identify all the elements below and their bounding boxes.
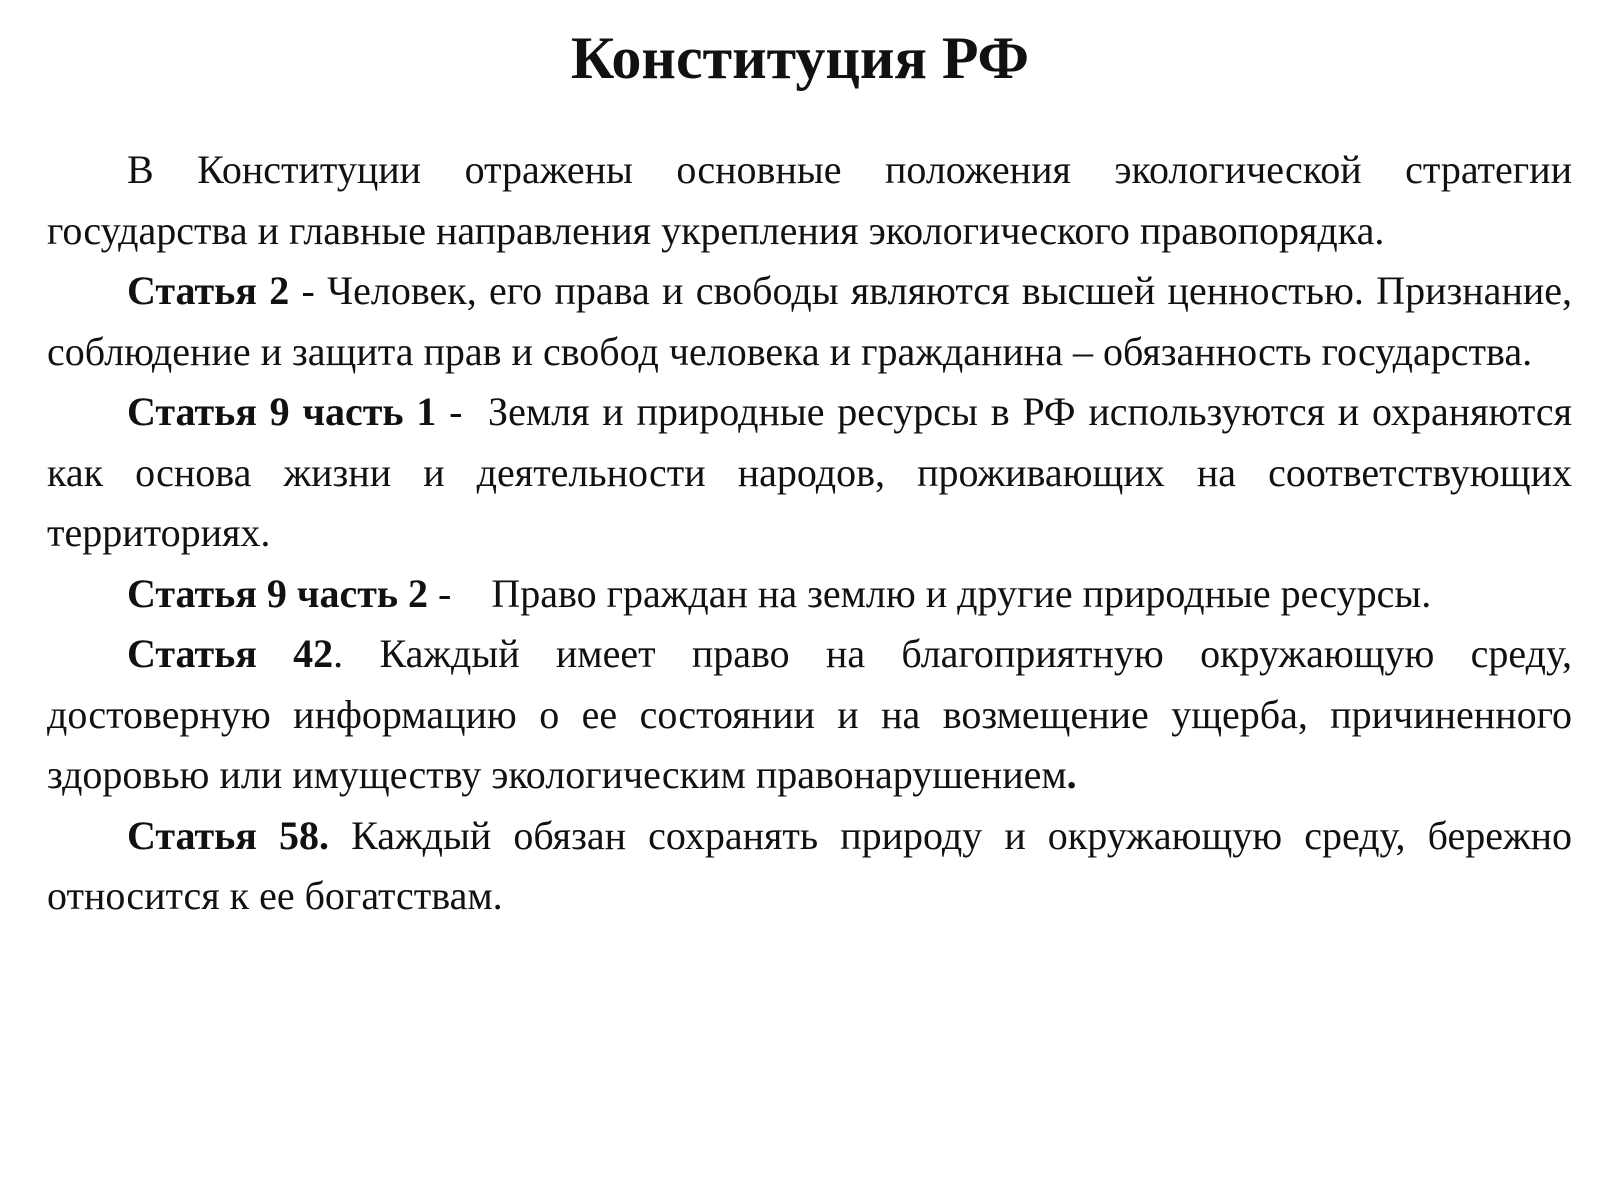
article-9-1-paragraph — [47, 382, 1572, 564]
article-text: Каждый обязан сохранять природу и окружающую среду, бережно относится к ее богатствам. — [47, 812, 1572, 918]
intro-paragraph: В Конституции отражены основные положения экологической стратегии государства и главные направления укрепления экологического правопорядка. — [47, 147, 1572, 253]
article-separator — [329, 813, 351, 858]
article-separator: - — [428, 570, 492, 616]
article-term: Статья 58. — [127, 812, 329, 858]
article-separator: - — [289, 268, 328, 313]
article-term: Статья 42 — [127, 631, 334, 676]
article-2-paragraph — [47, 261, 1572, 382]
document-body — [47, 140, 1572, 927]
article-text: Право граждан на землю и другие природные ресурсы. — [491, 570, 1432, 616]
article-text: Земля и природные ресурсы в РФ используются и охраняются как основа жизни и деятельности народов, проживающих на соответствующих территориях. — [47, 389, 1573, 555]
article-term: Статья 9 часть 1 — [127, 389, 437, 434]
article-term: Статья 9 часть 2 — [127, 570, 429, 616]
article-42-paragraph — [47, 624, 1572, 806]
article-9-2-paragraph — [47, 564, 1572, 625]
article-text: Человек, его права и свободы являются высшей ценностью. Признание, соблюдение и защита прав и свобод человека и гражданина – обязанность государства. — [47, 268, 1573, 374]
article-separator: . — [333, 631, 380, 676]
article-end-mark: . — [1066, 752, 1077, 797]
article-text: Каждый имеет право на благоприятную окружающую среду, достоверную информацию о ее состоянии и на возмещение ущерба, причиненного здоровью или имуществу экологическим правонарушением — [47, 631, 1572, 797]
article-58-paragraph — [47, 806, 1572, 927]
page-title: Конституция РФ — [570, 25, 1030, 91]
article-separator: - — [436, 389, 489, 434]
article-term: Статья 2 — [127, 268, 290, 313]
